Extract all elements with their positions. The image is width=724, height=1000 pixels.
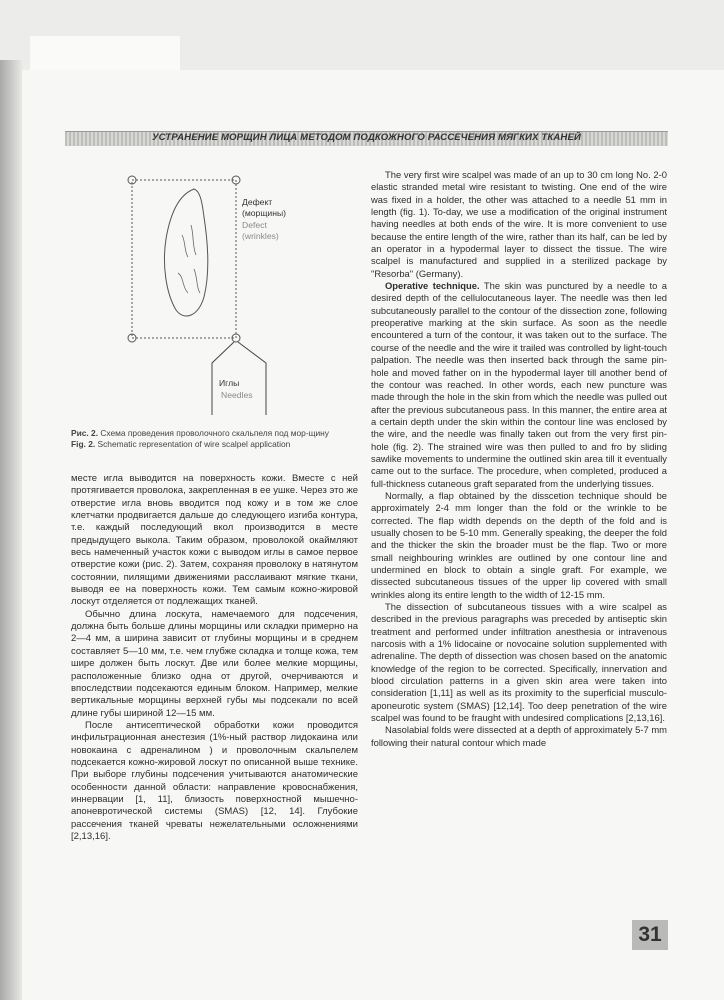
caption-en-text: Schematic representation of wire scalpel application [95,439,291,449]
wire-scalpel-diagram [66,165,356,420]
needles-label-ru: Иглы [219,378,240,388]
caption-ru [71,428,361,439]
section-lead: Operative technique. [385,280,480,292]
running-header-title: УСТРАНЕНИЕ МОРЩИН ЛИЦА МЕТОДОМ ПОДКОЖНОГО РАССЕЧЕНИЯ МЯГКИХ ТКАНЕЙ [152,132,581,143]
paragraph: Обычно длина лоскута, намечаемого для подсечения, должна быть больше длины морщины или складки примерно на 2—4 мм, а ширина зависит от глубины морщины и в среднем составляет 5—10 мм, т.е. чем глубже складка и толще кожа, тем шире должен быть лоскут. Две или более мелкие морщины, расположенные близко одна от другой, очерчиваются и впоследствии подсекаются единым блоком. Например, мелкие вертикальные морщины верхней губы мы подсекали по всей длине губы шириной 12—15 мм. [71,608,358,719]
paragraph: После антисептической обработки кожи проводится инфильтрационная анестезия (1%-ный раствор лидокаина или новокаина с адреналином ) и проволочным скальпелем подсекается кожно-жировой лоскут по описанной выше технике. При выборе глубины подсечения учитываются анатомические особенности данной области: направление кровоснабжения, иннервации [1, 11], близость поверхностной мышечно-апоневротической системы (SMAS) [12, 14]. Глубокие рассечения тканей чреваты нежелательными осложнениями [2,13,16]. [71,719,358,842]
paragraph: The very first wire scalpel was made of an up to 30 cm long No. 2-0 elastic stranded metal wire resistant to twisting. One end of the wire was fixed in a holder, the other was attached to a needle 51 mm in length (fig. 1). To-day, we use a modification of the original instrument having needles at both ends of the wire. It is more convenient to use because the entire length of the wire, rather than its half, can be led by an operator in a hypodermal layer to dissect the tissue. The wire scalpel is manufactured and supplied in a sterilized package by "Resorba" (Germany). [371,169,667,279]
defect-label-en: Defect [242,220,267,230]
wrinkle-line-3 [178,273,188,293]
paragraph: Normally, a flap obtained by the disscetion technique should be approximately 2-4 mm longer than the fold or the wrinkle to be corrected. The flap width depends on the depth of the fold and is usually chosen to be 5-10 mm. Generally speaking, the deeper the fold and the thicker the skin the broader must be the flap. Two or more small neighbouring wrinkles are outlined by one contour line and undermined en block to obtain a single graft. For example, we dissected subcutaneous tissues of the upper lip covered with small wrinkles along its entire length to the width of 12-15 mm. [371,489,667,600]
page-number: 31 [632,920,668,950]
paragraph-operative-technique [371,280,667,490]
right-column-english [371,169,667,749]
caption-ru-label: Рис. 2. [71,428,99,438]
caption-en-label: Fig. 2. [71,439,96,449]
needles-label-en: Needles [221,390,253,400]
needle-right [238,342,266,415]
figure-caption [71,428,361,450]
wrinkle-line-4 [194,269,200,293]
caption-ru-text: Схема проведения проволочного скальпеля под мор-щину [98,428,329,438]
figure-2 [66,165,356,420]
paragraph: месте игла выводится на поверхность кожи. Вместе с ней протягивается проволока, закрепленная в ее ушке. Через это же отверстие игла вновь вводится под кожу и в том же слое клетчатки продвигается дальше до следующего изгиба контура, т.е. каждый последующий вкол производится в месте предыдущего выкола. Таким образом, проволокой окаймляют весь намеченный участок кожи с выводом иглы в самое первое отверстие кожи (рис. 2). Затем, сохраняя проволоку в натянутом состоянии, пилящими движениями расслаивают мягкие ткани, выводя ее на поверхность кожи. Тем самым кожно-жировой лоскут отделяется от подлежащих тканей. [71,473,358,608]
caption-en [71,439,361,450]
wrinkle-line-1 [182,235,188,257]
defect-label-ru-sub: (морщины) [242,208,286,218]
wrinkle-line-2 [191,225,196,255]
defect-label-ru: Дефект [242,197,273,207]
page-edge-shadow [0,60,22,1000]
paragraph: The dissection of subcutaneous tissues with a wire scalpel as described in the previous paragraphs was preceded by antiseptic skin treatment and performed under infiltration anesthesia or intravenous narcosis with a 1% lidocaine or novocaine solution supplemented with adrenaline. The depth of dissection was chosen based on the anatomic knowledge of the region to be corrected. Specifically, innervation and blood circulation patterns in a given skin area were taken into consideration [1,11] as well as its proximity to the superficial musculo-aponeurotic system (SMAS) [12,14]. Too deep penetration of the wire scalpel was found to be fraught with undesired complications [2,13,16]. [371,601,667,724]
defect-label-en-sub: (wrinkles) [242,231,279,241]
left-column-russian [71,473,358,843]
paragraph: Nasolabial folds were dissected at a depth of approximately 5-7 mm following their natural contour which made [371,724,667,748]
paragraph-text: The skin was punctured by a needle to a desired depth of the cellulocutaneous layer. The needle was then led subcutaneously parallel to the contour of the dissection zone, following preoperative marking at the skin surface. As soon as the needle encountered a turn of the contour, it was taken out to the surface. The course of the needle and the wire it trailed was controlled by light-touch palpation. The needle was then inserted back through the same pin-hole and moved father on in the hypodermal layer till another bend of the contour was reached. In other words, each new puncture was made through the hole in the skin from which the needle was pulled out after the previous subcutaneous pass. In this manner, the entire area at a certain depth under the skin within the contour line was enclosed by the wire, and the needle was finally taken out from the very first pin-hole (fig. 2). The strained wire was then pulled to and fro by sliding sawlike movements to undermine the outlined skin area till it eventually came out to the surface. The procedure, when completed, produced a full-thickness cutaneous graft separated from the underlying tissues. [371,280,668,489]
dissection-contour [132,180,236,338]
